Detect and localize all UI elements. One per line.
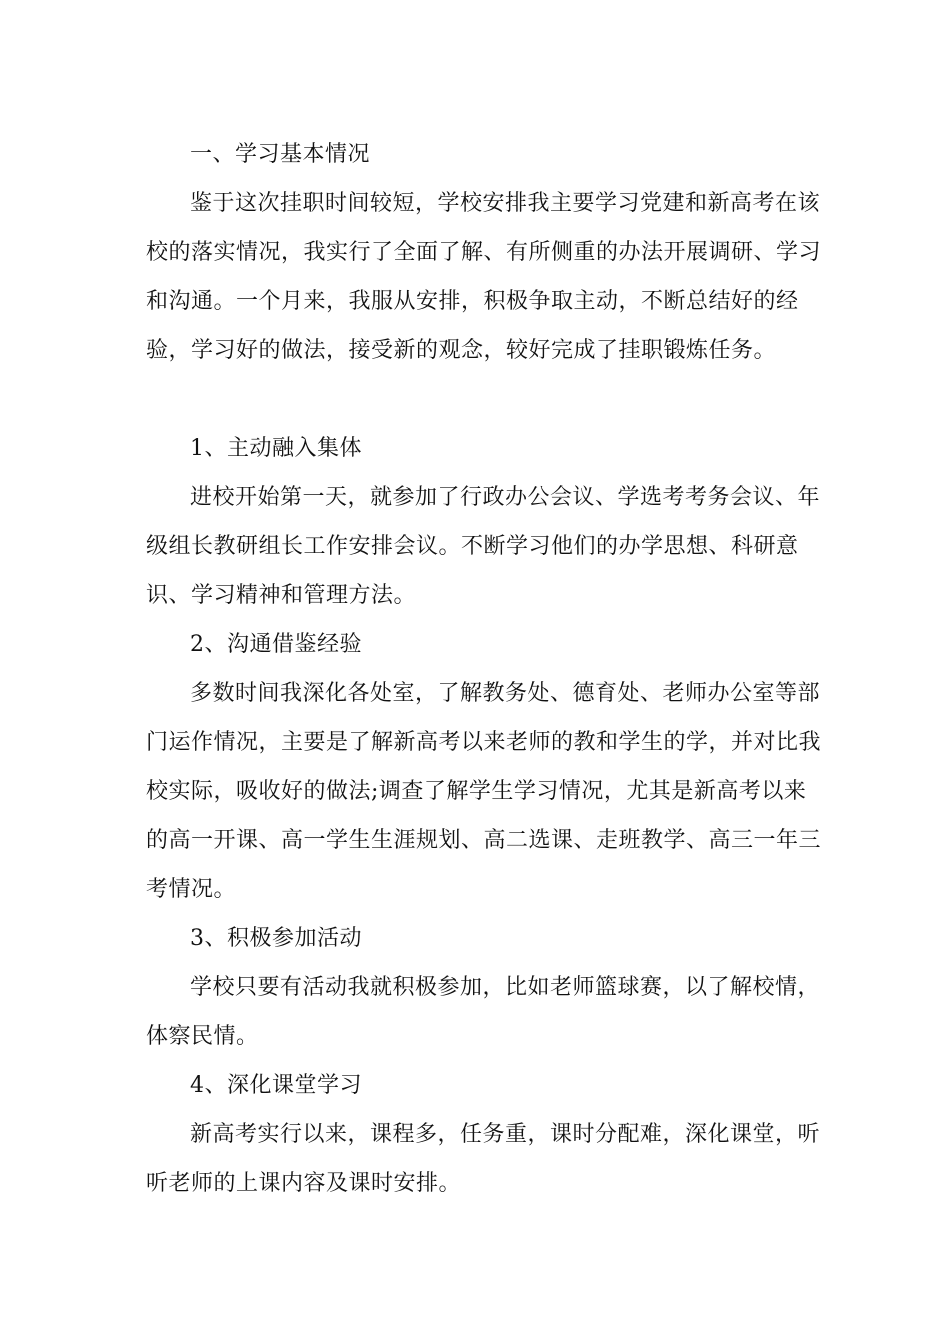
item-heading: 2、沟通借鉴经验 — [190, 632, 362, 657]
intro-paragraph: 鉴于这次挂职时间较短，学校安排我主要学习党建和新高考在该校的落实情况，我实行了全面了解、有所侧重的办法开展调研、学习和沟通。一个月来，我服从安排，积极争取主动，不断总结好的经验，学习好的做法，接受新的观念，较好完成了挂职锻炼任务。 — [146, 191, 822, 363]
item-heading: 3、积极参加活动 — [190, 926, 362, 951]
item-heading: 4、深化课堂学习 — [190, 1073, 362, 1098]
item-body: 进校开始第一天，就参加了行政办公会议、学选考考务会议、年级组长教研组长工作安排会议。不断学习他们的办学思想、科研意识、学习精神和管理方法。 — [146, 485, 821, 608]
item-body: 新高考实行以来，课程多，任务重，课时分配难，深化课堂，听听老师的上课内容及课时安排。 — [146, 1122, 821, 1196]
item-body: 多数时间我深化各处室，了解教务处、德育处、老师办公室等部门运作情况，主要是了解新高考以来老师的教和学生的学，并对比我校实际，吸收好的做法;调查了解学生学习情况，尤其是新高考以来的高一开课、高一学生生涯规划、高二选课、走班教学、高三一年三考情况。 — [146, 681, 822, 902]
section-heading: 一、学习基本情况 — [190, 142, 371, 167]
item-body: 学校只要有活动我就积极参加，比如老师篮球赛，以了解校情，体察民情。 — [146, 975, 821, 1049]
paragraph-spacer — [146, 375, 826, 424]
item-heading: 1、主动融入集体 — [190, 436, 362, 461]
document-body — [146, 130, 826, 1208]
